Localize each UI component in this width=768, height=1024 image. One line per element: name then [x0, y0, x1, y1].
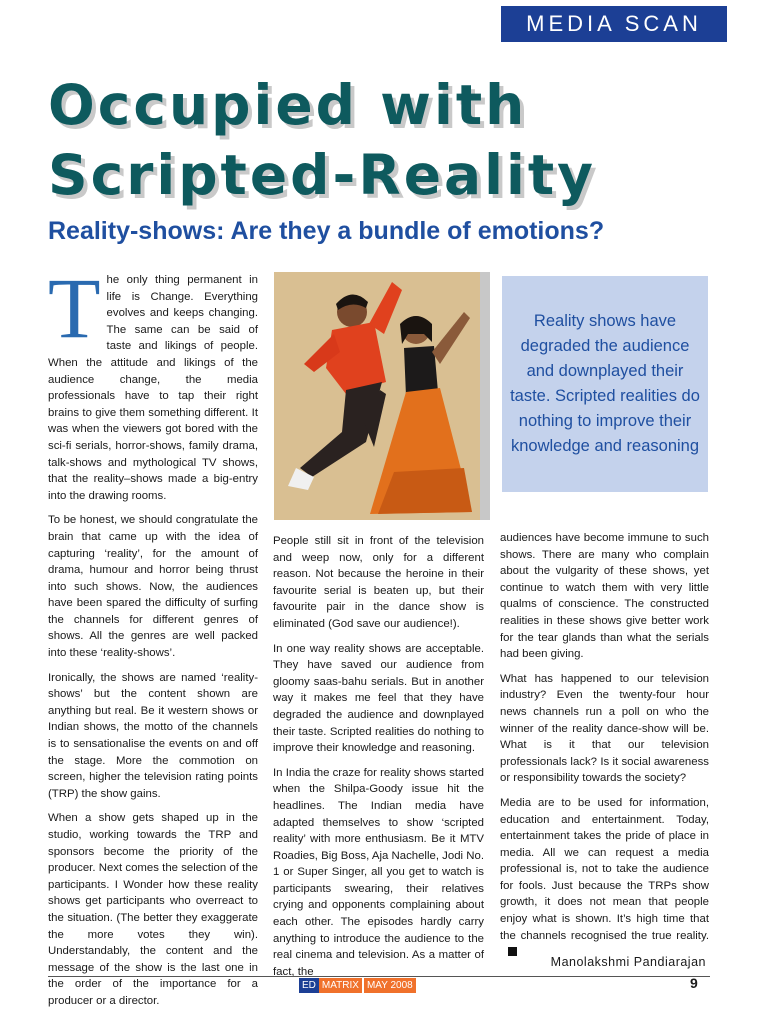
- footer-masthead: [299, 978, 416, 993]
- paragraph: [500, 795, 709, 961]
- paragraph: People still sit in front of the television and weep now, only for a different reason. Not because the heroine in their favourite serial is beaten up, but their favourite pair in the dance show is eliminated (God save our audience!).: [273, 535, 484, 630]
- footer-magazine-label: MATRIX: [319, 978, 362, 993]
- paragraph: To be honest, we should congratulate the brain that came up with the idea of capturing ‘reality’, for the amount of drama, humour and horror being thrust into such shows. Now, the audiences have been spared the difficulty of surfing the channels for different genres of shows. All the genres are well packed into these ‘reality-shows’.: [48, 514, 258, 660]
- paragraph-text: he only thing permanent in life is Change. Everything evolves and keeps changing. The same can be said of taste and likings of people. When the attitude and likings of the audience change, the media professionals have to tap their right brains to give them something different. It was when the viewers got bored with the sci-fi serials, horror-shows, family drama, talk-shows and mythological TV shows, that the reality–shows made a big-entry into the drawing rooms.: [48, 274, 258, 502]
- paragraph: What has happened to our television industry? Even the twenty-four hour news channels run a poll on who the winner of the reality dance-show will be. What is it that our television professionals lack? Is it social awareness or responsibility towards the society?: [500, 672, 709, 785]
- text-column-2: [273, 533, 484, 988]
- author-byline: Manolakshmi Pandiarajan: [550, 955, 706, 969]
- paragraph: Ironically, the shows are named ‘reality-shows’ but the content shown are anything but real. Be it western shows or Indian shows, the motto of the channels is to sensationalise the events on and off the stage. More the commotion on screen, higher the television rating points (TRP) the show gains.: [48, 671, 258, 800]
- drop-cap: T: [48, 260, 101, 356]
- section-label: MEDIA SCAN: [501, 6, 727, 42]
- footer-issue-label: MAY 2008: [364, 978, 416, 993]
- article-subtitle: Reality-shows: Are they a bundle of emotions?: [48, 217, 605, 245]
- paragraph: [48, 260, 258, 504]
- dancing-couple-photo: [274, 272, 490, 520]
- title-line-2: Scripted-Reality: [48, 143, 596, 207]
- paragraph: audiences have become immune to such shows. There are many who complain about the vulgarity of these shows, yet continue to watch them with very little qualms of conscience. The constructed realities in these shows give better work for the tear glands than what the serials had been giving.: [500, 532, 709, 661]
- photo-illustration: [274, 272, 490, 520]
- text-column-3: [500, 530, 709, 969]
- paragraph: In one way reality shows are acceptable. They have saved our audience from gloomy saas-bahu serials. But in another way it makes me feel that they have degraded the audience and downplayed their taste. Scripted realities do nothing to improve their knowledge and reasoning.: [273, 642, 484, 755]
- paragraph: When a show gets shaped up in the studio, working towards the TRP and sponsors become the priority of the producer. Next comes the selection of the participants. I Wonder how these reality shows get participants who overreact to the situation. (The better they exaggerate the more votes they win). Understandably, the content and the message of the show is the last one in the order of the importance for a producer or a director.: [48, 812, 258, 1007]
- page-number: 9: [690, 975, 698, 991]
- article-title: [48, 70, 748, 210]
- paragraph: In India the craze for reality shows started when the Shilpa-Goody issue hit the headlines. The Indian media have adapted themselves to show ‘scripted reality’ with more enthusiasm. Be it MTV Roadies, Big Boss, Aja Nachelle, Jodi No. 1 or Super Singer, all you get to watch is participants swearing, their relatives crying and opponents complaining about each other. The episodes hardly carry anything to introduce the audience to the real cinema and television. As a matter of fact, the: [273, 766, 484, 978]
- footer-rule: [48, 976, 710, 977]
- title-line-1: Occupied with: [48, 73, 528, 137]
- text-column-1: [48, 260, 258, 1018]
- pull-quote: Reality shows have degraded the audience and downplayed their taste. Scripted realities do nothing to improve their knowledge and reasoning: [502, 276, 708, 492]
- footer-ed-label: ED: [299, 978, 319, 993]
- paragraph-text: Media are to be used for information, education and entertainment. Today, entertainment takes the pride of place in media. All we can request a media professional is, not to take the audience for fools. Just because the TRPs show growth, it does not mean that people enjoy what is shown. It’s high time that the channels recognised the true reality.: [500, 796, 709, 942]
